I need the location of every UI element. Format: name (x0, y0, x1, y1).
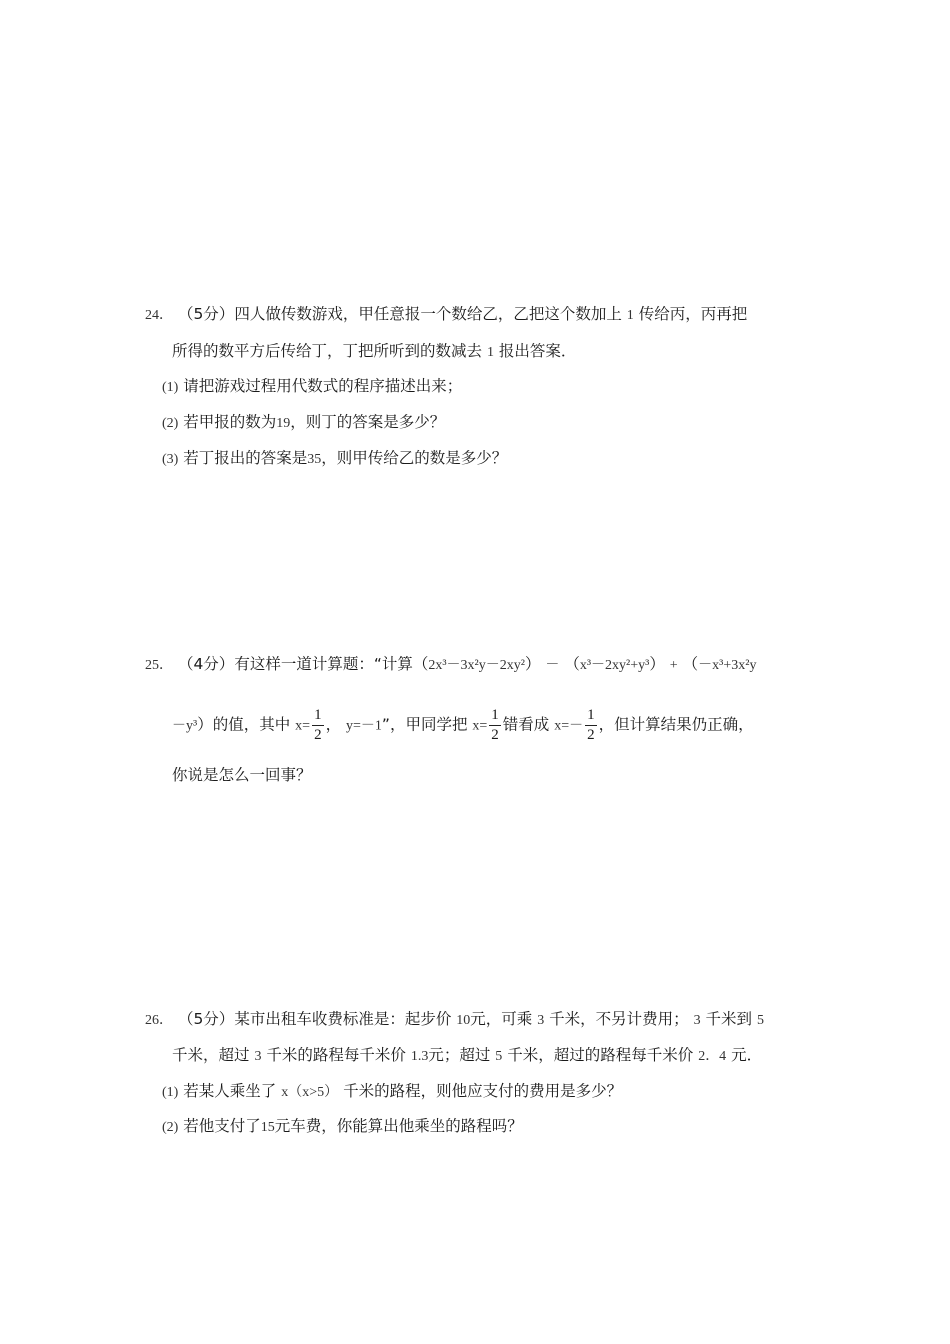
q25-line2 (172, 706, 754, 745)
q24-part-1 (162, 379, 462, 395)
q26-p2-a: 若他支付了 (183, 1117, 261, 1135)
fraction-numerator: 1 (489, 706, 501, 726)
q26-p2-b: 元车费，你能算出他乘坐的路程吗？ (274, 1117, 523, 1135)
q24-p3-b: ，则甲传给乙的数是多少？ (321, 449, 508, 467)
q26-n10: 10 (456, 1013, 471, 1028)
q26-l2b: 千米的路程每千米价 (266, 1046, 406, 1064)
q25-expr-3: －x³+3x²y (698, 658, 757, 673)
q24-p1-label: (1) (162, 380, 179, 395)
q25-open-3: （ (682, 655, 699, 673)
q26-part-1 (162, 1084, 622, 1100)
q26-score: （5分） (177, 1010, 235, 1028)
q26-l2n3: 3 (254, 1049, 262, 1064)
q25-line2-end: ，但计算结果仍正确， (598, 715, 754, 734)
fraction-one-half (585, 706, 597, 745)
q26-l2d: 千米，超过的路程每千米价 (507, 1046, 694, 1064)
q24-p2-b: ，则丁的答案是多少？ (290, 413, 446, 431)
q24-line2-b: 报出答案． (498, 342, 577, 360)
q26-l2n5: 5 (495, 1049, 503, 1064)
fraction-one-half (312, 706, 324, 745)
q26-p1-a: 若某人乘坐了 (183, 1082, 277, 1100)
q25-line1 (145, 657, 756, 673)
q26-c: 千米，不另计费用； (549, 1010, 689, 1028)
q25-minus: － (545, 658, 560, 673)
fraction-denominator: 2 (491, 727, 499, 743)
q26-a: 某市出租车收费标准是：起步价 (234, 1010, 452, 1028)
q24-num-1: 1 (626, 308, 634, 323)
q26-l2e: 元． (731, 1046, 763, 1064)
q26-n5: 5 (757, 1013, 764, 1028)
q25-line2-start: －y³ (172, 718, 198, 734)
q25-number: 25． (145, 658, 173, 673)
q26-p1-b: 千米的路程，则他应支付的费用是多少？ (343, 1082, 623, 1100)
q26-line2 (172, 1048, 762, 1064)
fraction-denominator: 2 (314, 727, 322, 743)
q24-line2-a: 所得的数平方后传给丁，丁把所听到的数减去 (172, 342, 483, 360)
q26-l2a: 千米，超过 (172, 1046, 250, 1064)
q26-l2c: 元；超过 (428, 1046, 491, 1064)
q24-number: 24． (145, 308, 173, 323)
q26-number: 26． (145, 1013, 173, 1028)
fraction-numerator: 1 (312, 706, 324, 726)
q25-close-1: ） (524, 655, 541, 673)
q26-l2p: 1.3 (410, 1049, 429, 1064)
q24-p1-text: 请把游戏过程用代数式的程序描述出来； (183, 377, 463, 395)
q25-x-eq: x= (295, 718, 311, 734)
q24-p3-a: 若丁报出的答案是 (183, 449, 308, 467)
q26-p1-label: (1) (162, 1085, 179, 1100)
q25-x-eq-2: x= (472, 718, 488, 734)
fraction-numerator: 1 (585, 706, 597, 726)
q24-p2-a: 若甲报的数为 (183, 413, 277, 431)
q25-line3 (172, 768, 312, 784)
q24-p2-num: 19 (276, 416, 291, 431)
q25-plus: + (669, 658, 678, 673)
q26-b: 元，可乘 (470, 1010, 533, 1028)
q24-part-2 (162, 415, 445, 431)
q26-p1-x: x（x>5） (281, 1085, 339, 1100)
q26-d: 千米到 (705, 1010, 753, 1028)
q25-expr-1: 2x³－3x²y－2xy² (428, 658, 525, 673)
q25-score: （4分） (177, 655, 235, 673)
q25-comma: ， (325, 715, 342, 734)
q24-line1 (145, 307, 747, 323)
q24-p2-label: (2) (162, 416, 179, 431)
q26-l2p2: 2．4 (698, 1049, 727, 1064)
q25-expr-2: x³－2xy²+y³ (579, 658, 650, 673)
q25-open-2: （ (564, 655, 580, 673)
q25-quote-end: ”，甲同学把 (381, 715, 468, 734)
q25-y-eq: y=－1 (346, 718, 382, 734)
fraction-one-half (489, 706, 501, 745)
q24-num-2: 1 (486, 345, 494, 360)
q26-line1 (145, 1012, 764, 1028)
q24-stem-b: 传给丙，丙再把 (638, 305, 748, 323)
q26-n3: 3 (537, 1013, 545, 1028)
q25-line3-text: 你说是怎么一回事？ (172, 766, 312, 784)
q25-stem: 有这样一道计算题：“计算（ (234, 655, 429, 673)
fraction-denominator: 2 (587, 727, 595, 743)
q25-x-eq-3: x=－ (554, 718, 584, 734)
q26-p2-n: 15 (260, 1120, 275, 1135)
q26-p2-label: (2) (162, 1120, 179, 1135)
q24-stem-a: 四人做传数游戏，甲任意报一个数给乙，乙把这个数加上 (234, 305, 622, 323)
q25-close-2: ） (649, 655, 665, 673)
q26-n3b: 3 (693, 1013, 701, 1028)
q25-wrong: 错看成 (502, 715, 550, 734)
q24-p3-label: (3) (162, 452, 179, 467)
q24-line2 (172, 344, 576, 360)
q26-part-2 (162, 1119, 523, 1135)
q24-score: （5分） (177, 305, 235, 323)
q24-p3-num: 35 (307, 452, 322, 467)
q25-line2-a: ）的值，其中 (197, 715, 291, 734)
q24-part-3 (162, 451, 507, 467)
